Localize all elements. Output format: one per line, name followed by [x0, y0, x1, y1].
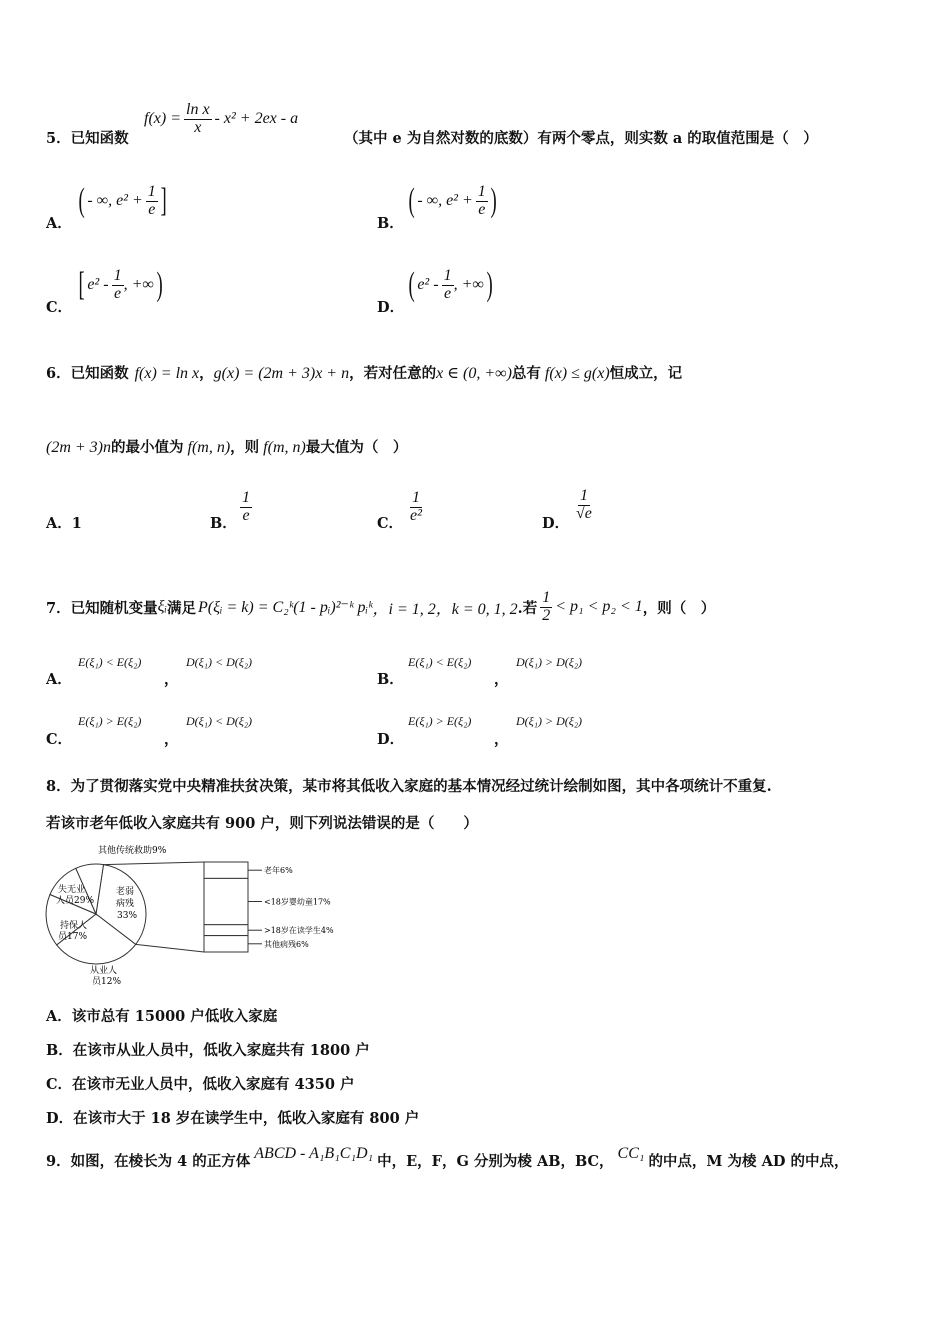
q7-option-a-e: E(ξ₁) < E(ξ₂): [78, 655, 142, 669]
pie-label-unemployed-2: 人员29%: [56, 896, 95, 906]
q6-fmn2: f(m, n): [263, 439, 306, 456]
q6-text1: ，若对任意的: [349, 365, 437, 382]
q6-option-b-frac: [240, 490, 252, 525]
frac-den: e: [148, 200, 156, 218]
q6-stem-line1: [46, 362, 682, 383]
option-label: B．: [210, 515, 237, 532]
frac-den: e²: [410, 506, 422, 524]
option-expr-b: , +∞: [453, 276, 484, 294]
q6-option-d[interactable]: [542, 512, 569, 533]
q7-option-b-d: D(ξ₁) > D(ξ₂): [516, 655, 583, 669]
q9-stem: [46, 1145, 849, 1171]
q7-option-c-d: D(ξ₁) < D(ξ₂): [186, 714, 253, 728]
q7-text2: .若: [517, 599, 538, 617]
q7-xi: ξᵢ: [157, 598, 167, 616]
frac-num: 1: [542, 589, 551, 606]
pie-label-other: 其他传统救助9%: [98, 846, 167, 856]
q5-number: 5．已知函数: [46, 130, 129, 147]
q5-option-d-expr: [406, 268, 495, 303]
bar-segment-2: [204, 925, 248, 936]
q5-option-b[interactable]: [377, 212, 404, 233]
bracket-right: ]: [160, 182, 167, 220]
q7-k-vals: ，k = 0, 1, 2: [435, 600, 518, 618]
pie-label-insured-1: 持保人: [60, 921, 88, 931]
q7-option-d-d: D(ξ₁) > D(ξ₂): [516, 714, 583, 728]
frac-num: 1: [113, 267, 122, 284]
bar-segment-3: [204, 936, 248, 952]
option-label: D．: [377, 299, 405, 316]
q6-ineq: f(x) ≤ g(x): [544, 365, 610, 382]
pie-label-unemployed-1: 失无业: [58, 885, 86, 895]
q6-option-c-frac: [408, 490, 424, 525]
q7-cond: < p₁ < p₂ < 1: [555, 598, 643, 616]
q9-cc1: CC₁: [617, 1145, 645, 1162]
q8-stem-line1: 8．为了贯彻落实党中央精准扶贫决策，某市将其低收入家庭的基本情况经过统计绘制如图，其中各项统计不重复.: [46, 778, 772, 795]
q7-option-b[interactable]: [377, 668, 404, 689]
frac-num: 1: [411, 489, 420, 506]
q7-comma: ，: [494, 731, 509, 748]
option-label: C．: [46, 731, 73, 748]
option-label: D．: [377, 731, 405, 748]
q7-option-a-d: D(ξ₁) < D(ξ₂): [186, 655, 253, 669]
q5-frac-den: x: [194, 118, 202, 136]
q5-option-c[interactable]: [46, 296, 72, 317]
frac-num: 1: [477, 183, 486, 200]
option-label: C．: [377, 515, 404, 532]
q5-formula-rest: - x² + 2ex - a: [214, 110, 299, 128]
q8-option-d[interactable]: D．在该市大于 18 岁在读学生中，低收入家庭有 800 户: [46, 1110, 420, 1127]
q8-option-a[interactable]: A．该市总有 15000 户低收入家庭: [46, 1008, 278, 1025]
pie-label-employed-1: 从业人: [90, 966, 118, 976]
option-expr: e² -: [87, 276, 109, 294]
pie-label-elderly-1: 老弱: [116, 887, 135, 897]
bracket-left: (: [408, 182, 415, 220]
q7-option-d-e: E(ξ₁) > E(ξ₂): [408, 714, 472, 728]
pie-label-employed-2: 员12%: [92, 977, 122, 987]
option-label: A．: [46, 671, 72, 688]
q7-option-a[interactable]: [46, 668, 72, 689]
q7-dist: P(ξᵢ = k) = C₂ᵏ(1 - pᵢ)²⁻ᵏ pᵢᵏ: [197, 599, 373, 617]
pie-label-elderly-2: 病残: [116, 899, 135, 909]
q6-f: f(x) = ln x: [134, 365, 200, 382]
q5-tail: （其中 e 为自然对数的底数）有两个零点，则实数 a 的取值范围是（ ）: [344, 130, 818, 147]
q5-option-d[interactable]: [377, 296, 404, 317]
q6-sep: ，: [199, 365, 214, 382]
q6-text3: 恒成立，记: [609, 365, 683, 382]
option-label: A．: [46, 515, 72, 532]
bar-label-3: 其他病残6%: [264, 939, 309, 949]
bar-labels: [264, 865, 334, 949]
option-label: C．: [46, 299, 73, 316]
q5-stem: [46, 127, 129, 148]
bar-segment-0: [204, 862, 248, 878]
q5-option-a-expr: [76, 184, 169, 219]
frac-den: e: [242, 506, 250, 524]
q6-expr: (2m + 3)n: [46, 439, 112, 456]
q6-domain: x ∈ (0, +∞): [436, 365, 512, 382]
q6-text5: ，则: [230, 439, 260, 456]
q9-cube: ABCD - A₁B₁C₁D₁: [254, 1145, 374, 1162]
option-value: 1: [71, 515, 82, 532]
frac-den: e: [478, 200, 486, 218]
frac-num: 1: [443, 267, 452, 284]
q5-frac-num: ln x: [186, 101, 210, 118]
pie-label-elderly-3: 33%: [117, 911, 138, 921]
frac-den: e: [444, 284, 452, 302]
frac-num: 1: [579, 487, 588, 504]
q6-stem-line2: [46, 436, 407, 457]
bracket-right: ): [490, 182, 497, 220]
connector-line-1: [136, 944, 204, 952]
bracket-right: ): [156, 266, 163, 304]
option-expr-b: , +∞: [123, 276, 154, 294]
q7-comma: ，: [494, 671, 509, 688]
bar-label-2: >18岁在读学生4%: [264, 926, 334, 936]
bar-label-1: <18岁婴幼童17%: [264, 897, 331, 907]
q7-i-vals: ，i = 1, 2: [372, 600, 436, 618]
bracket-left: [: [78, 266, 85, 304]
q7-option-b-e: E(ξ₁) < E(ξ₂): [408, 655, 472, 669]
q7-stem: [46, 590, 715, 625]
q7-option-d[interactable]: [377, 728, 404, 749]
option-expr: e² -: [417, 276, 439, 294]
q7-comma: ，: [164, 731, 179, 748]
connector-line-0: [104, 862, 205, 865]
q6-number: 6．已知函数: [46, 365, 129, 382]
option-label: B．: [377, 215, 404, 232]
option-label: A．: [46, 215, 72, 232]
frac-den: √e: [576, 504, 592, 522]
q6-text6: 最大值为（ ）: [305, 439, 408, 456]
q6-option-d-frac: [574, 488, 594, 523]
q5-option-a[interactable]: [46, 212, 72, 233]
q9-text2: 中，E，F，G 分别为棱 AB，BC，: [377, 1153, 614, 1170]
q9-text3: 的中点，M 为棱 AD 的中点，: [648, 1153, 849, 1170]
bracket-left: (: [408, 266, 415, 304]
q8-option-c[interactable]: C．在该市无业人员中，低收入家庭有 4350 户: [46, 1076, 355, 1093]
q7-text1: 满足: [166, 599, 196, 617]
frac-num: 1: [242, 489, 250, 506]
q7-option-c-e: E(ξ₁) > E(ξ₂): [78, 714, 142, 728]
q5-formula-lhs: f(x) =: [144, 110, 181, 128]
q6-g: g(x) = (2m + 3)x + n: [213, 365, 350, 382]
q7-option-c[interactable]: [46, 728, 72, 749]
q6-text4: 的最小值为: [111, 439, 184, 456]
option-label: D．: [542, 515, 570, 532]
q7-comma: ，: [164, 671, 179, 688]
pie-label-insured-2: 员17%: [58, 932, 88, 942]
bar-label-0: 老年6%: [264, 866, 293, 876]
q5-option-b-expr: [406, 184, 499, 219]
q5-formula: [144, 102, 298, 137]
bracket-left: (: [78, 182, 85, 220]
q6-option-a[interactable]: [46, 512, 82, 533]
q7-text3: ，则（ ）: [642, 599, 716, 617]
frac-den: e: [114, 284, 122, 302]
option-label: B．: [377, 671, 404, 688]
bar-segment-1: [204, 878, 248, 924]
bracket-right: ): [486, 266, 493, 304]
q5-option-c-expr: [76, 268, 165, 303]
q8-stem-line2: 若该市老年低收入家庭共有 900 户，则下列说法错误的是（ ）: [46, 815, 478, 832]
frac-num: 1: [147, 183, 156, 200]
q6-fmn: f(m, n): [187, 439, 231, 456]
q8-chart: [44, 842, 344, 988]
q8-option-b[interactable]: B．在该市从业人员中，低收入家庭共有 1800 户: [46, 1042, 370, 1059]
frac-den: 2: [542, 606, 551, 624]
q6-text2: 总有: [511, 365, 541, 382]
q7-number: 7．已知随机变量: [46, 599, 158, 617]
q6-option-c[interactable]: [377, 512, 403, 533]
q9-text1: 9．如图，在棱长为 4 的正方体: [46, 1153, 251, 1170]
option-expr: - ∞, e² +: [417, 192, 473, 210]
q6-option-b[interactable]: [210, 512, 237, 533]
option-expr: - ∞, e² +: [87, 192, 143, 210]
